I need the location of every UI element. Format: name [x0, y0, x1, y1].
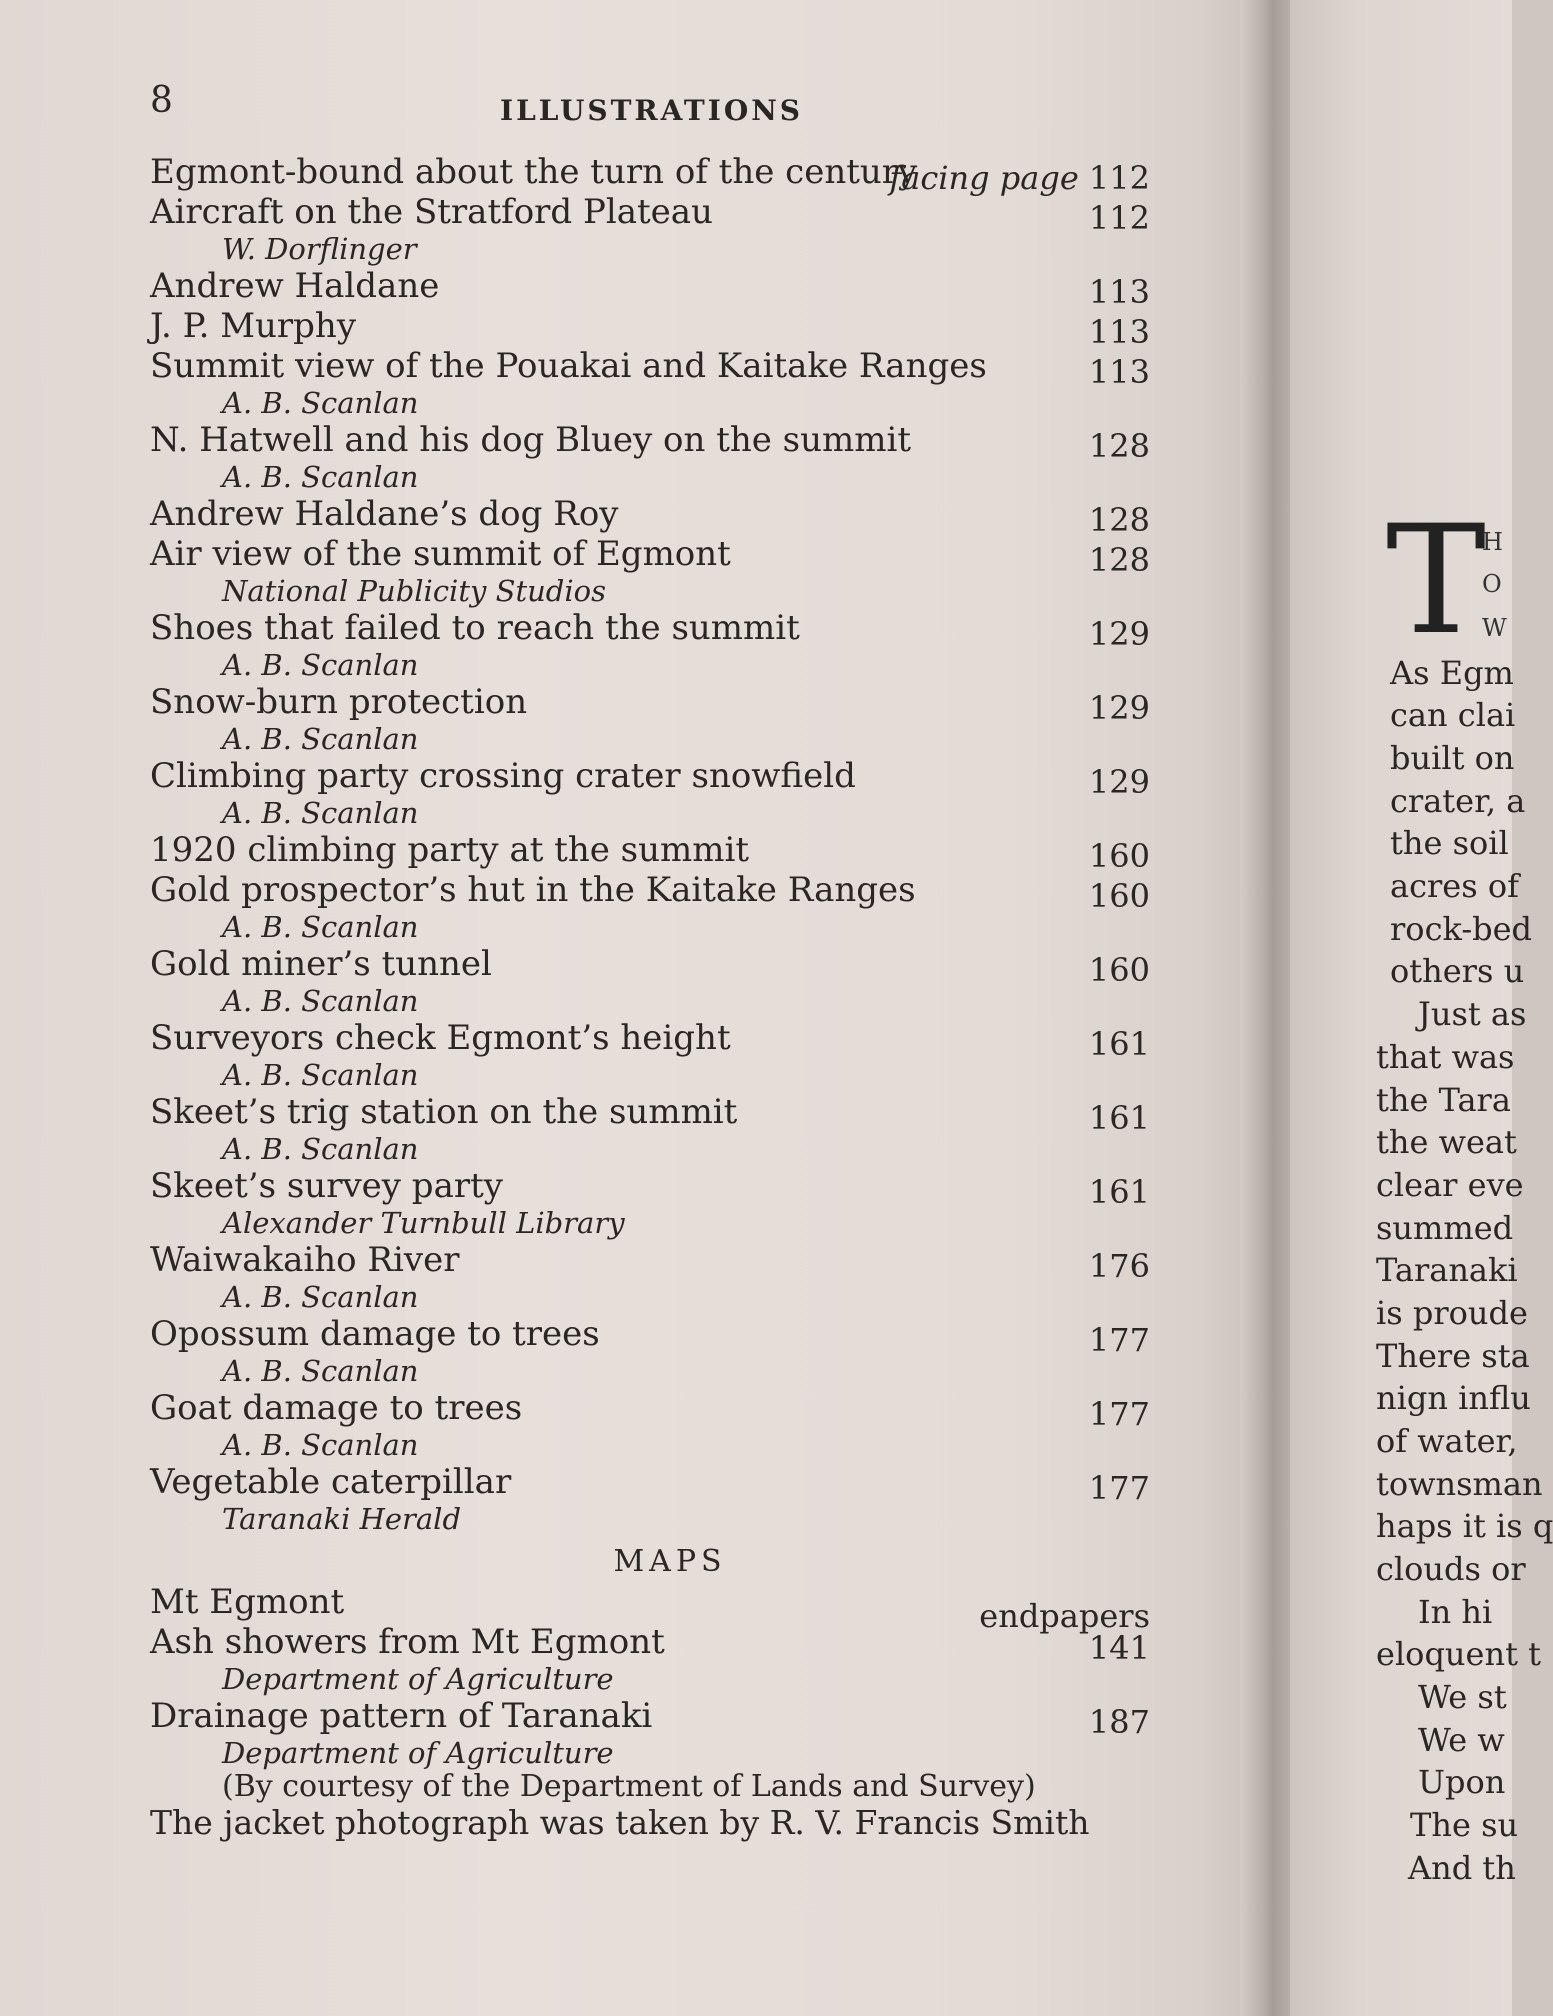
entry-page: 160: [1088, 877, 1150, 915]
entry-title: Aircraft on the Stratford Plateau: [150, 192, 713, 232]
entry-page: 112: [1088, 159, 1150, 197]
list-item: [150, 608, 1150, 682]
text-line: is proude: [1376, 1294, 1528, 1332]
entry-credit: National Publicity Studios: [222, 574, 606, 608]
entry-credit: A. B. Scanlan: [222, 386, 419, 420]
text-line: that was: [1376, 1038, 1515, 1076]
text-line: Taranaki: [1376, 1251, 1518, 1289]
text-line: summed: [1376, 1209, 1514, 1247]
entry-title: Skeet’s survey party: [150, 1166, 503, 1206]
list-item: [150, 756, 1150, 830]
text-line: can clai: [1390, 696, 1516, 734]
entry-credit: Alexander Turnbull Library: [222, 1206, 625, 1240]
entry-title: Gold miner’s tunnel: [150, 944, 492, 984]
entry-page: 113: [1088, 353, 1150, 391]
text-line: There sta: [1376, 1337, 1530, 1375]
text-line: built on: [1390, 739, 1515, 777]
entry-title: Skeet’s trig station on the summit: [150, 1092, 738, 1132]
entry-page: 177: [1088, 1395, 1150, 1433]
text-line: the Tara: [1376, 1081, 1511, 1119]
entry-title: Egmont-bound about the turn of the century: [150, 152, 918, 192]
entry-title: Goat damage to trees: [150, 1388, 523, 1428]
entry-page: 177: [1088, 1321, 1150, 1359]
entry-title: J. P. Murphy: [150, 306, 357, 346]
text-line: the weat: [1376, 1123, 1517, 1161]
entry-page: 160: [1088, 951, 1150, 989]
entry-credit: A. B. Scanlan: [222, 1132, 419, 1166]
map-list-item: [150, 1622, 1150, 1696]
entry-credit: A. B. Scanlan: [222, 722, 419, 756]
map-page: endpapers: [979, 1597, 1150, 1635]
entry-page: 160: [1088, 837, 1150, 875]
list-item: [150, 534, 1150, 608]
text-line: The su: [1410, 1806, 1519, 1844]
list-item: [150, 152, 1150, 197]
list-item: [150, 830, 1150, 875]
entry-title: Gold prospector’s hut in the Kaitake Ranges: [150, 870, 916, 910]
entry-page: 129: [1088, 615, 1150, 653]
courtesy-note: (By courtesy of the Department of Lands and Survey): [222, 1769, 1036, 1804]
entry-credit: Taranaki Herald: [222, 1502, 462, 1536]
list-item: [150, 1388, 1150, 1462]
entry-title: Summit view of the Pouakai and Kaitake Ranges: [150, 346, 987, 386]
list-item: [150, 1018, 1150, 1092]
entry-page: 161: [1088, 1173, 1150, 1211]
text-line: the soil: [1390, 824, 1509, 862]
entry-page: 161: [1088, 1025, 1150, 1063]
right-page: [1290, 0, 1553, 2016]
list-item: [150, 1166, 1150, 1240]
entry-page: 161: [1088, 1099, 1150, 1137]
entry-credit: W. Dorflinger: [222, 232, 417, 266]
entry-page: 112: [1088, 199, 1150, 237]
entry-page: 113: [1088, 313, 1150, 351]
illustrations-list: [150, 152, 1150, 1842]
entry-title: Andrew Haldane: [150, 266, 440, 306]
entry-credit: A. B. Scanlan: [222, 648, 419, 682]
list-item: [150, 870, 1150, 944]
entry-title: N. Hatwell and his dog Bluey on the summit: [150, 420, 912, 460]
entry-title: Shoes that failed to reach the summit: [150, 608, 800, 648]
text-line: As Egm: [1390, 654, 1514, 692]
list-item: [150, 1092, 1150, 1166]
entry-page: 128: [1088, 541, 1150, 579]
list-item: [150, 420, 1150, 494]
entry-page: 177: [1088, 1469, 1150, 1507]
text-line: clear eve: [1376, 1166, 1524, 1204]
map-title: Ash showers from Mt Egmont: [150, 1622, 665, 1662]
text-line: crater, a: [1390, 782, 1526, 820]
entry-title: Snow-burn protection: [150, 682, 528, 722]
entry-credit: A. B. Scanlan: [222, 796, 419, 830]
entry-title: Air view of the summit of Egmont: [150, 534, 731, 574]
cap-letter: O: [1482, 570, 1502, 598]
list-item: [150, 1240, 1150, 1314]
text-line: townsman: [1376, 1465, 1543, 1503]
list-item: [150, 306, 1150, 351]
entry-title: Waiwakaiho River: [150, 1240, 460, 1280]
cap-letter: W: [1482, 614, 1507, 642]
map-page: 187: [1088, 1703, 1150, 1741]
list-item: [150, 494, 1150, 539]
text-line: Just as: [1418, 995, 1527, 1033]
text-line: We w: [1418, 1721, 1505, 1759]
entry-credit: A. B. Scanlan: [222, 460, 419, 494]
entry-title: Vegetable caterpillar: [150, 1462, 512, 1502]
entry-credit: A. B. Scanlan: [222, 1058, 419, 1092]
entry-credit: A. B. Scanlan: [222, 984, 419, 1018]
maps-heading: MAPS: [613, 1544, 727, 1579]
text-line: eloquent t: [1376, 1635, 1541, 1673]
entry-title: Climbing party crossing crater snowfield: [150, 756, 856, 796]
map-page: 141: [1088, 1629, 1150, 1667]
entry-title: 1920 climbing party at the summit: [150, 830, 750, 870]
list-item: [150, 944, 1150, 1018]
map-title: Drainage pattern of Taranaki: [150, 1696, 653, 1736]
entry-credit: A. B. Scanlan: [222, 1354, 419, 1388]
entry-page: 129: [1088, 763, 1150, 801]
text-line: of water,: [1376, 1422, 1518, 1460]
entry-credit: A. B. Scanlan: [222, 910, 419, 944]
text-line: And th: [1408, 1849, 1516, 1887]
entry-title: Surveyors check Egmont’s height: [150, 1018, 731, 1058]
entry-page: 176: [1088, 1247, 1150, 1285]
text-line: In hi: [1418, 1593, 1493, 1631]
list-item: [150, 682, 1150, 756]
entry-page: 129: [1088, 689, 1150, 727]
cap-letter: H: [1482, 528, 1503, 556]
text-line: acres of: [1390, 867, 1519, 905]
list-item: [150, 346, 1150, 420]
text-line: haps it is q: [1376, 1507, 1553, 1545]
jacket-note: The jacket photograph was taken by R. V. Francis Smith: [150, 1803, 1090, 1842]
map-title: Mt Egmont: [150, 1582, 345, 1622]
map-list-item: [150, 1696, 1150, 1770]
map-credit: Department of Agriculture: [222, 1662, 614, 1696]
entry-credit: A. B. Scanlan: [222, 1280, 419, 1314]
page-number: 8: [150, 80, 173, 121]
facing-page-label: facing page: [889, 159, 1079, 197]
list-item: [150, 1314, 1150, 1388]
entry-page: 128: [1088, 501, 1150, 539]
drop-cap: T: [1386, 494, 1487, 668]
text-line: others u: [1390, 952, 1525, 990]
entry-title: Andrew Haldane’s dog Roy: [150, 494, 619, 534]
text-line: We st: [1418, 1678, 1507, 1716]
list-item: [150, 1462, 1150, 1536]
text-line: rock-bed: [1390, 910, 1533, 948]
text-line: clouds or: [1376, 1550, 1526, 1588]
text-line: Upon: [1418, 1763, 1506, 1801]
entry-page: 128: [1088, 427, 1150, 465]
entry-title: Opossum damage to trees: [150, 1314, 600, 1354]
list-item: [150, 266, 1150, 311]
entry-credit: A. B. Scanlan: [222, 1428, 419, 1462]
running-head: ILLUSTRATIONS: [500, 94, 804, 127]
list-item: [150, 192, 1150, 266]
map-credit: Department of Agriculture: [222, 1736, 614, 1770]
entry-page: 113: [1088, 273, 1150, 311]
text-line: nign influ: [1376, 1379, 1531, 1417]
map-list-item: [150, 1582, 1150, 1635]
